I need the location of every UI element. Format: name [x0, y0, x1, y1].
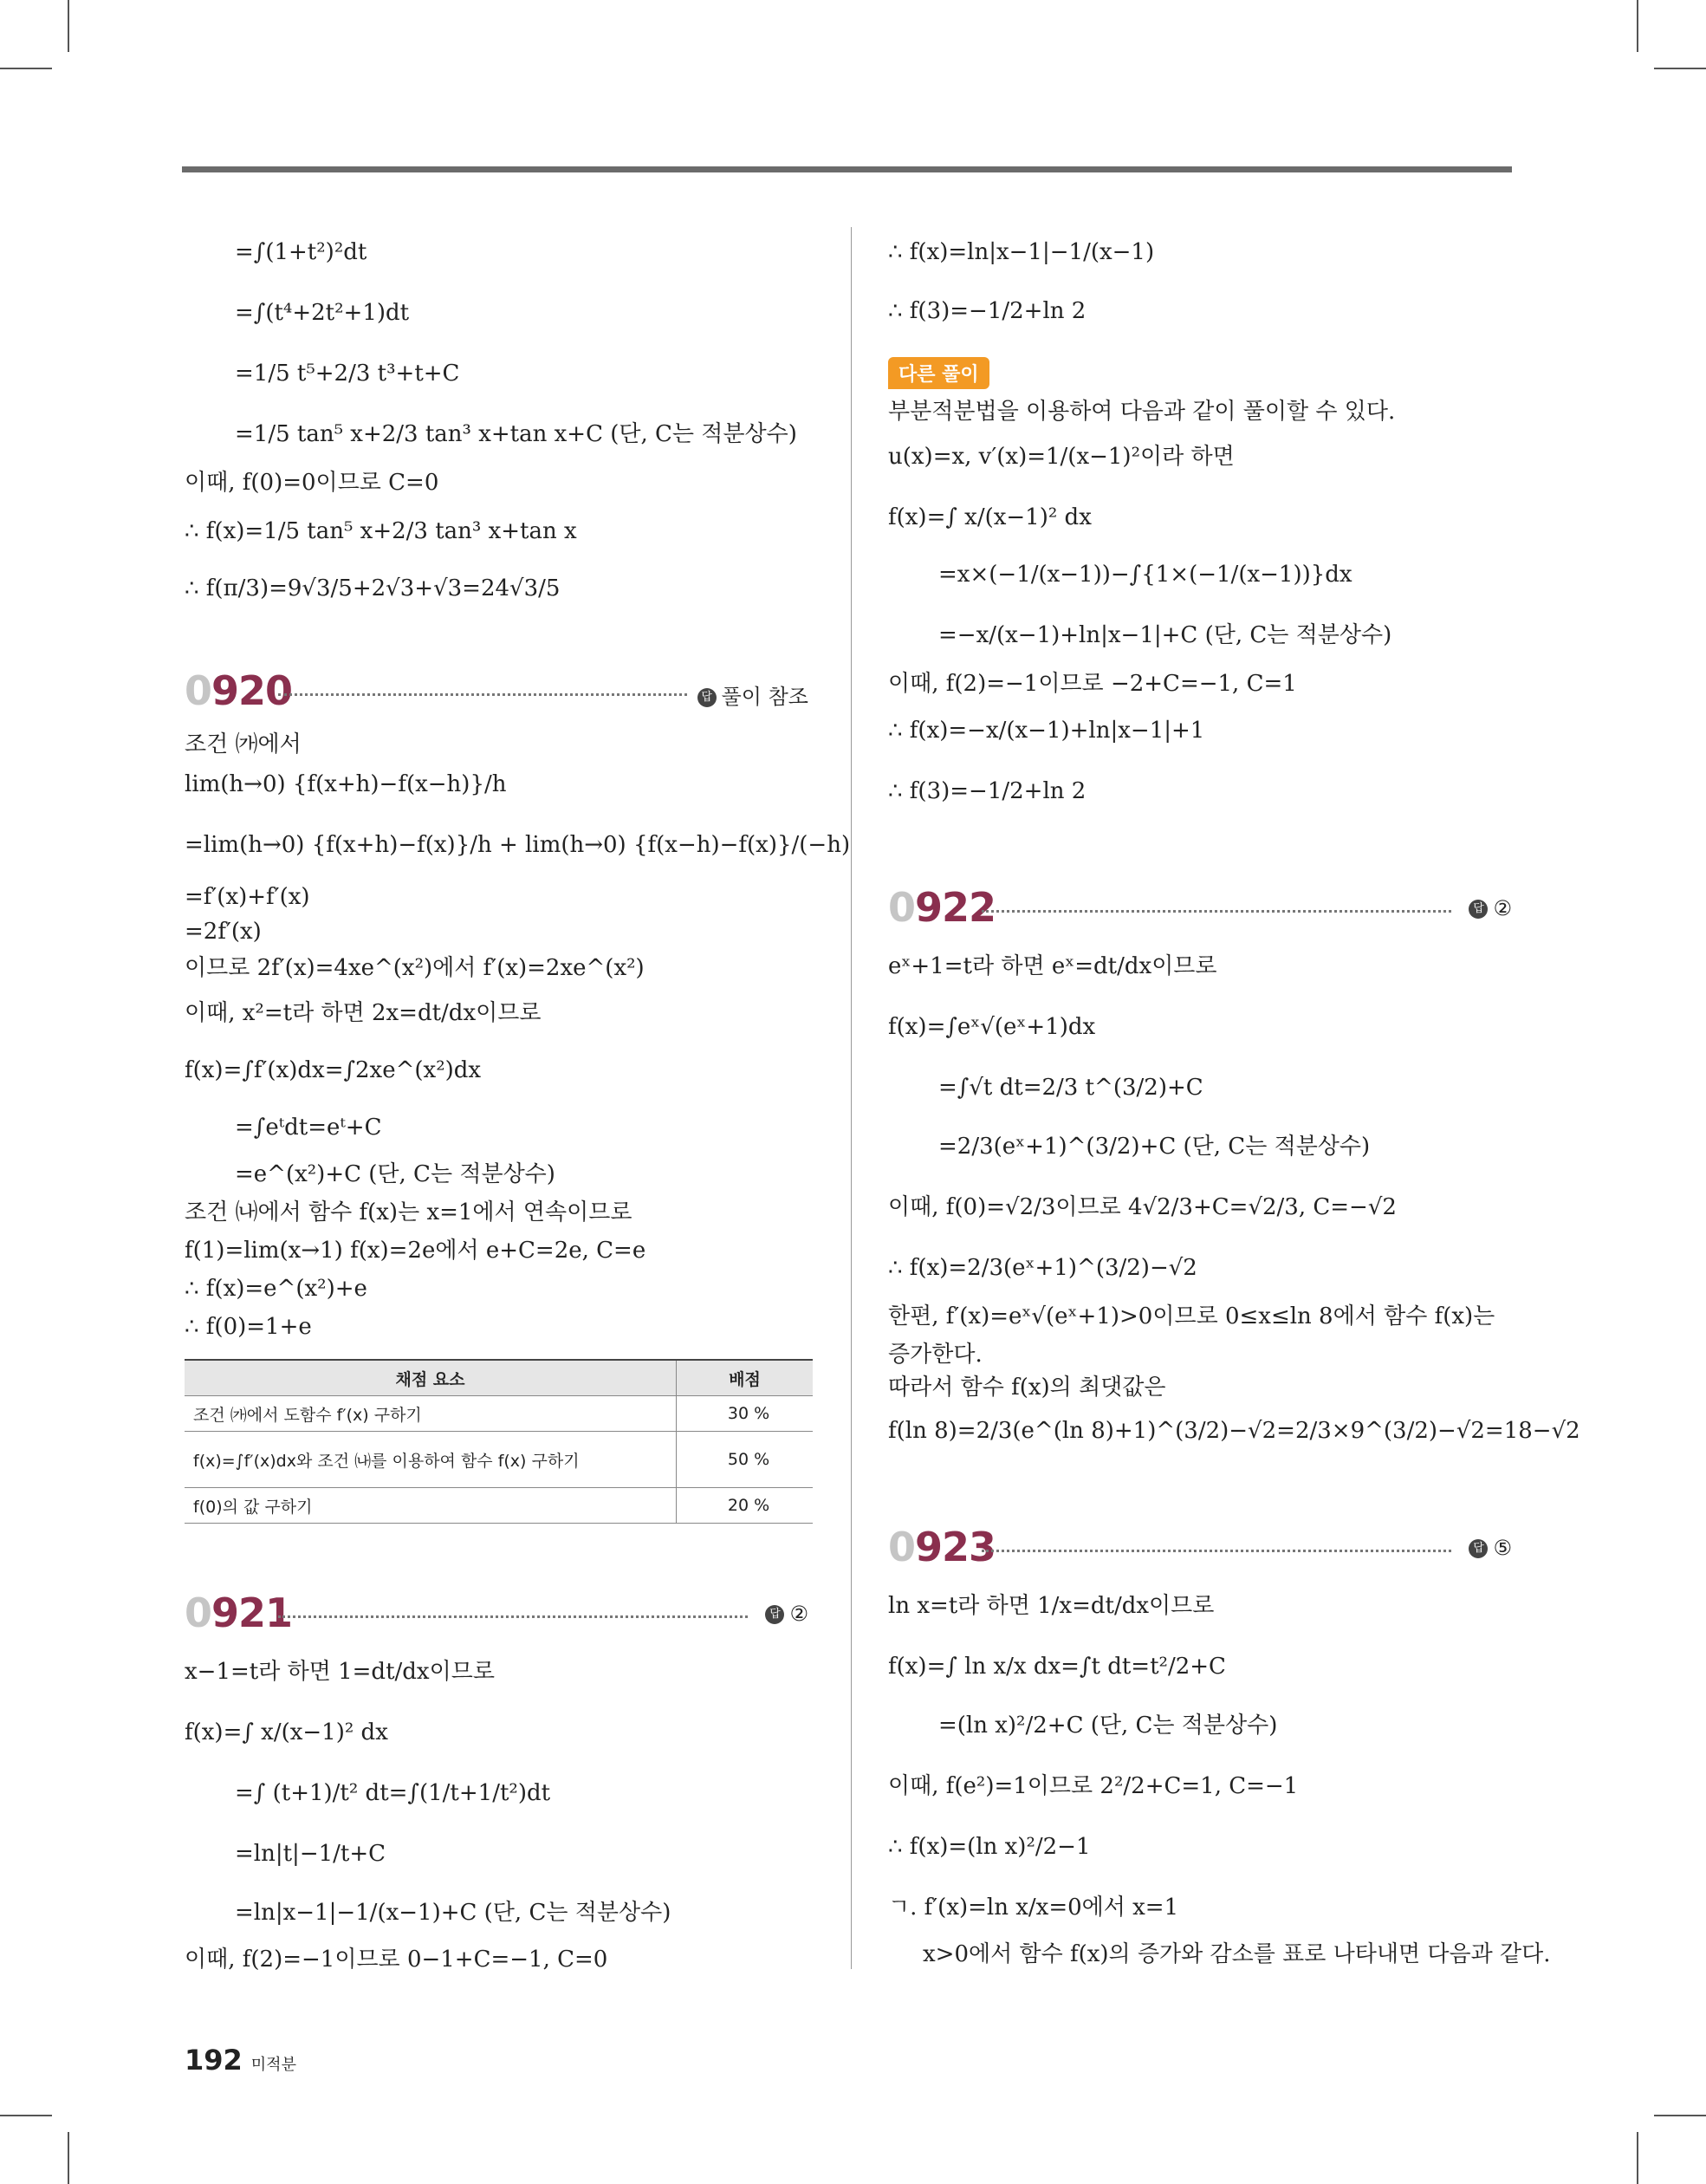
table-cell: 50 %: [677, 1432, 814, 1488]
table-cell: 30 %: [677, 1396, 814, 1432]
page-footer: [185, 2044, 296, 2077]
answer-icon: 답: [1469, 1539, 1488, 1558]
solution-line: eˣ+1=t라 하면 eˣ=dt/dx이므로: [888, 953, 1217, 979]
solution-line: ∴ f(3)=−1/2+ln 2: [888, 778, 1087, 804]
table-header-row: [185, 1360, 813, 1396]
solution-line: lim(h→0) {f(x+h)−f(x−h)}/h: [185, 771, 507, 797]
solution-line: =(ln x)²/2+C (단, C는 적분상수): [938, 1713, 1278, 1739]
crop-mark: [0, 68, 52, 69]
solution-line: 이때, f(2)=−1이므로 −2+C=−1, C=1: [888, 671, 1297, 697]
crop-mark: [1654, 68, 1706, 69]
solution-line: =x×(−1/(x−1))−∫{1×(−1/(x−1))}dx: [938, 562, 1352, 588]
solution-line: f(x)=∫ x/(x−1)² dx: [888, 504, 1092, 530]
solution-line: ∴ f(0)=1+e: [185, 1314, 312, 1340]
solution-line: f(x)=∫eˣ√(eˣ+1)dx: [888, 1014, 1096, 1040]
table-cell: 조건 ㈎에서 도함수 f′(x) 구하기: [185, 1396, 677, 1432]
problem-number: 0922: [888, 884, 996, 931]
solution-line: =−x/(x−1)+ln|x−1|+C (단, C는 적분상수): [938, 622, 1392, 648]
crop-mark: [68, 0, 69, 52]
crop-mark: [1637, 0, 1638, 52]
solution-line: ㄱ. f′(x)=ln x/x=0에서 x=1: [888, 1895, 1179, 1921]
solution-line: ln x=t라 하면 1/x=dt/dx이므로: [888, 1593, 1215, 1619]
table-header: 채점 요소: [185, 1360, 677, 1396]
solution-line: ∴ f(x)=−x/(x−1)+ln|x−1|+1: [888, 718, 1205, 744]
subject-label: 미적분: [250, 2056, 296, 2074]
column-divider: [851, 227, 852, 1969]
solution-line: =∫eᵗdt=eᵗ+C: [235, 1115, 382, 1141]
crop-mark: [0, 2115, 52, 2116]
solution-line: 한편, f′(x)=eˣ√(eˣ+1)>0이므로 0≤x≤ln 8에서 함수 f(x)는: [888, 1303, 1495, 1329]
solution-line: =1/5 t⁵+2/3 t³+t+C: [235, 361, 460, 387]
table-cell: f(0)의 값 구하기: [185, 1488, 677, 1524]
answer-icon: 답: [697, 688, 717, 707]
answer-label: 답 ②: [1469, 896, 1512, 920]
solution-line: u(x)=x, v′(x)=1/(x−1)²이라 하면: [888, 444, 1235, 470]
table-cell: 20 %: [677, 1488, 814, 1524]
solution-line: x−1=t라 하면 1=dt/dx이므로: [185, 1659, 495, 1685]
crop-mark: [1654, 2115, 1706, 2116]
leader-dots: [982, 1550, 1451, 1552]
problem-number: 0921: [185, 1589, 293, 1636]
table-row: [185, 1396, 813, 1432]
solution-line: =lim(h→0) {f(x+h)−f(x)}/h + lim(h→0) {f(x−h)−f(x)}/(−h): [185, 832, 851, 858]
solution-line: ∴ f(x)=ln|x−1|−1/(x−1): [888, 239, 1155, 265]
answer-icon: 답: [1469, 900, 1488, 919]
answer-icon: 답: [765, 1605, 784, 1624]
crop-mark: [1637, 2132, 1638, 2184]
page-number: 192: [185, 2044, 243, 2077]
solution-line: =∫(1+t²)²dt: [235, 239, 367, 265]
table-cell: f(x)=∫f′(x)dx와 조건 ㈏를 이용하여 함수 f(x) 구하기: [185, 1432, 677, 1488]
leader-dots: [278, 1615, 748, 1618]
solution-line: f(ln 8)=2/3(e^(ln 8)+1)^(3/2)−√2=2/3×9^(3/2)−√2=18−√2: [888, 1418, 1580, 1444]
solution-line: =2/3(eˣ+1)^(3/2)+C (단, C는 적분상수): [938, 1134, 1371, 1160]
table-row: [185, 1432, 813, 1488]
leader-dots: [982, 910, 1451, 913]
solution-line: x>0에서 함수 f(x)의 증가와 감소를 표로 나타내면 다음과 같다.: [923, 1941, 1551, 1967]
solution-line: f(x)=∫ x/(x−1)² dx: [185, 1719, 388, 1745]
crop-mark: [68, 2132, 69, 2184]
solution-line: f(x)=∫f′(x)dx=∫2xe^(x²)dx: [185, 1057, 482, 1083]
answer-label: 답 ⑤: [1469, 1536, 1512, 1560]
solution-line: 이때, f(2)=−1이므로 0−1+C=−1, C=0: [185, 1947, 608, 1973]
solution-line: 부분적분법을 이용하여 다음과 같이 풀이할 수 있다.: [888, 399, 1396, 425]
solution-line: =ln|t|−1/t+C: [235, 1841, 386, 1867]
answer-label: 답 풀이 참조: [697, 679, 808, 710]
leader-dots: [278, 693, 687, 696]
solution-line: 조건 ㈎에서: [185, 731, 302, 757]
solution-line: ∴ f(3)=−1/2+ln 2: [888, 298, 1087, 324]
problem-header-0922: [888, 884, 1512, 936]
solution-line: =f′(x)+f′(x): [185, 884, 310, 910]
solution-line: 이때, f(e²)=1이므로 2²/2+C=1, C=−1: [888, 1773, 1299, 1799]
solution-line: 조건 ㈏에서 함수 f(x)는 x=1에서 연속이므로: [185, 1199, 632, 1225]
solution-line: =ln|x−1|−1/(x−1)+C (단, C는 적분상수): [235, 1900, 671, 1926]
solution-line: 증가한다.: [888, 1342, 983, 1368]
solution-line: ∴ f(x)=e^(x²)+e: [185, 1276, 367, 1302]
table-header: 배점: [677, 1360, 814, 1396]
solution-line: ∴ f(x)=(ln x)²/2−1: [888, 1834, 1091, 1860]
solution-line: =e^(x²)+C (단, C는 적분상수): [235, 1161, 555, 1187]
scoring-table: [185, 1359, 813, 1524]
alternative-solution-badge: 다른 풀이: [888, 357, 989, 389]
solution-line: ∴ f(π/3)=9√3/5+2√3+√3=24√3/5: [185, 575, 561, 601]
solution-line: f(x)=∫ ln x/x dx=∫t dt=t²/2+C: [888, 1654, 1226, 1680]
problem-header-0921: [185, 1589, 808, 1641]
solution-line: =∫√t dt=2/3 t^(3/2)+C: [938, 1075, 1203, 1101]
solution-line: =∫(t⁴+2t²+1)dt: [235, 300, 410, 326]
table-row: [185, 1488, 813, 1524]
problem-number: 0923: [888, 1524, 996, 1570]
problem-number: 0920: [185, 667, 293, 714]
problem-header-0923: [888, 1524, 1512, 1576]
solution-line: 이므로 2f′(x)=4xe^(x²)에서 f′(x)=2xe^(x²): [185, 955, 645, 981]
problem-header-0920: [185, 667, 808, 719]
solution-line: f(1)=lim(x→1) f(x)=2e에서 e+C=2e, C=e: [185, 1238, 646, 1264]
header-bar: [182, 166, 1512, 172]
solution-line: =∫ (t+1)/t² dt=∫(1/t+1/t²)dt: [235, 1780, 551, 1806]
solution-line: =1/5 tan⁵ x+2/3 tan³ x+tan x+C (단, C는 적분상수): [235, 421, 797, 447]
solution-line: 이때, x²=t라 하면 2x=dt/dx이므로: [185, 1000, 542, 1026]
solution-line: ∴ f(x)=2/3(eˣ+1)^(3/2)−√2: [888, 1255, 1197, 1281]
answer-label: 답 ②: [765, 1602, 808, 1626]
solution-line: 이때, f(0)=0이므로 C=0: [185, 470, 439, 496]
solution-line: 이때, f(0)=√2/3이므로 4√2/3+C=√2/3, C=−√2: [888, 1194, 1397, 1220]
solution-line: ∴ f(x)=1/5 tan⁵ x+2/3 tan³ x+tan x: [185, 518, 577, 544]
solution-line: 따라서 함수 f(x)의 최댓값은: [888, 1375, 1166, 1401]
solution-line: =2f′(x): [185, 919, 262, 945]
